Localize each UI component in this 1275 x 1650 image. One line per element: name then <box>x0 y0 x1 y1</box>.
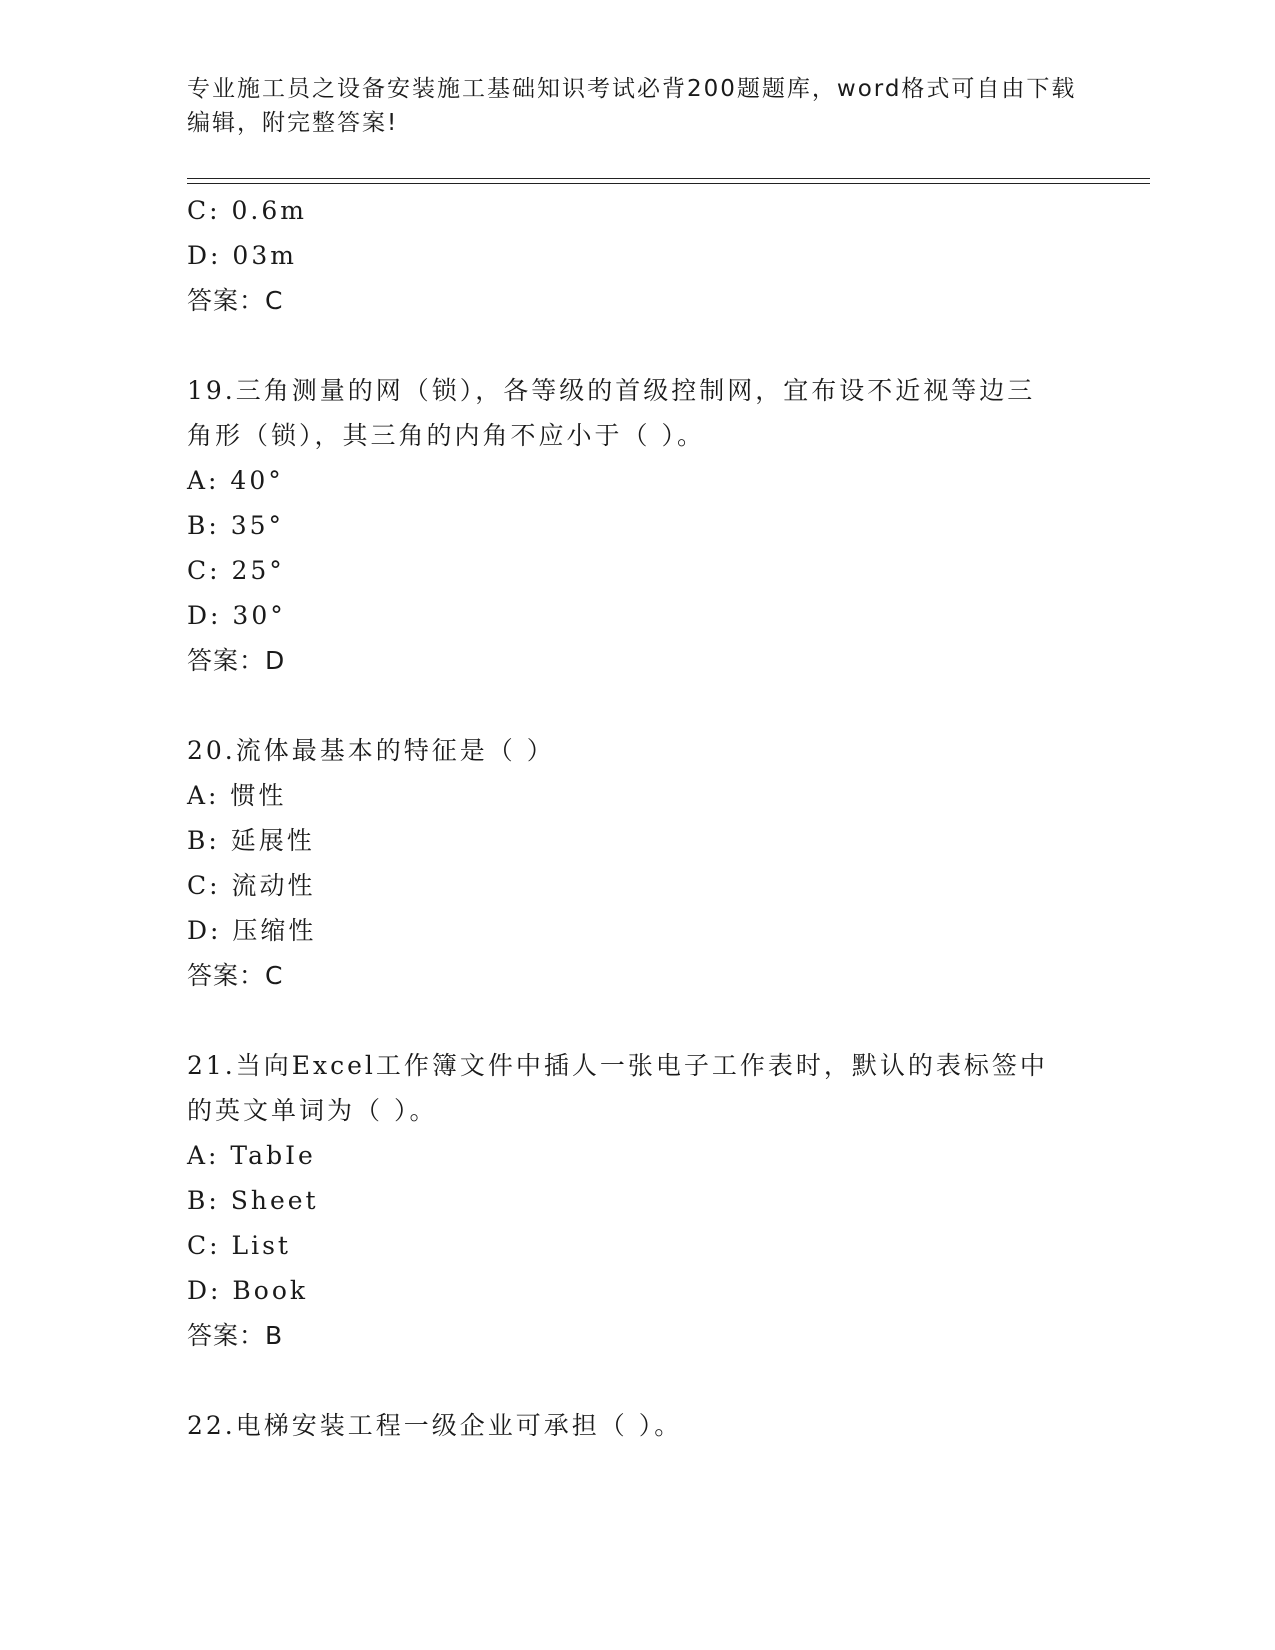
q22-stem-line-1: 22.电梯安装工程一级企业可承担（ ）。 <box>187 1411 683 1440</box>
q18-option-d: D: 03m <box>187 241 297 270</box>
document-header <box>187 72 1087 140</box>
q19-option-b: B: 35° <box>187 511 285 540</box>
q21-stem-line-1: 21.当向Excel工作簿文件中插人一张电子工作表时，默认的表标签中 <box>187 1051 1048 1080</box>
q19-option-a: A: 40° <box>187 466 284 495</box>
q20-answer: 答案：C <box>187 961 284 990</box>
q21-stem-line-2: 的英文单词为（ ）。 <box>187 1096 438 1125</box>
header-line-2: 编辑，附完整答案! <box>187 110 399 136</box>
q20-option-a: A: 惯性 <box>187 781 287 810</box>
q21-option-d: D: Book <box>187 1276 309 1305</box>
header-divider-bottom <box>187 183 1150 184</box>
q20-option-c: C: 流动性 <box>187 871 316 900</box>
q21-option-a: A: TabIe <box>187 1141 316 1170</box>
q19-option-c: C: 25° <box>187 556 285 585</box>
header-divider-top <box>187 178 1150 179</box>
q20-option-d: D: 压缩性 <box>187 916 317 945</box>
q18-option-c: C: 0.6m <box>187 196 307 225</box>
q21-option-b: B: Sheet <box>187 1186 319 1215</box>
q20-option-b: B: 延展性 <box>187 826 315 855</box>
q21-option-c: C: List <box>187 1231 291 1260</box>
header-line-1: 专业施工员之设备安装施工基础知识考试必背200题题库，word格式可自由下载 <box>187 76 1077 102</box>
q20-stem-line-1: 20.流体最基本的特征是（ ） <box>187 736 555 765</box>
q21-answer: 答案：B <box>187 1321 284 1350</box>
q18-answer: 答案：C <box>187 286 284 315</box>
q19-answer: 答案：D <box>187 646 286 675</box>
q19-stem-line-2: 角形（锁），其三角的内角不应小于（ ）。 <box>187 421 705 450</box>
q19-stem-line-1: 19.三角测量的网（锁），各等级的首级控制网，宜布设不近视等边三 <box>187 376 1036 405</box>
q19-option-d: D: 30° <box>187 601 286 630</box>
